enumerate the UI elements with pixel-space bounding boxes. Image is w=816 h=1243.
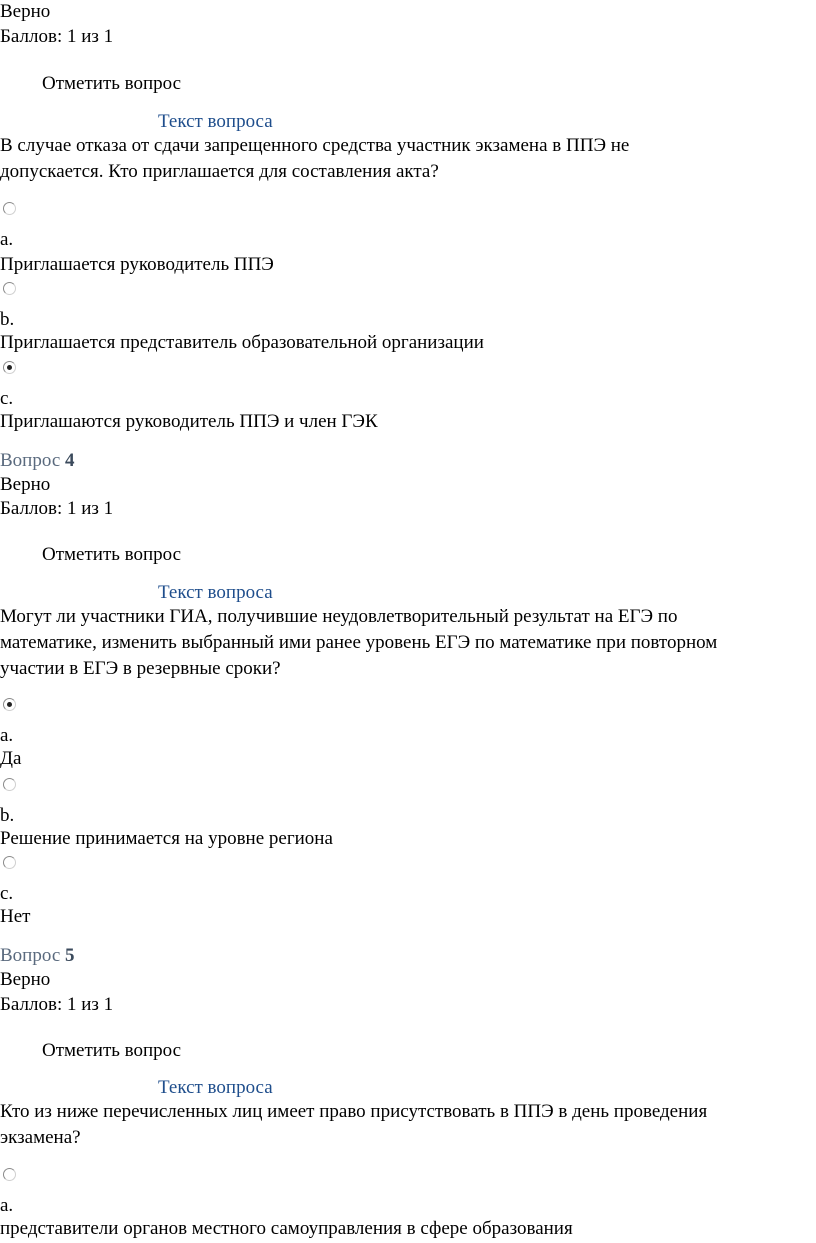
question-number-value: 4 xyxy=(65,450,75,471)
answer-radio-a[interactable] xyxy=(3,698,16,711)
question-text-heading: Текст вопроса xyxy=(158,1077,273,1098)
flag-question-link[interactable]: Отметить вопрос xyxy=(42,73,182,94)
question-number-value: 5 xyxy=(65,945,75,966)
question-number xyxy=(0,449,75,473)
answer-letter: c. xyxy=(0,883,14,904)
answer-letter: c. xyxy=(0,388,14,409)
answer-text: представители органов местного самоуправления в сфере образования xyxy=(0,1218,573,1239)
question-number xyxy=(0,944,75,968)
answer-letter: a. xyxy=(0,725,14,746)
answer-text: Да xyxy=(0,748,22,769)
question-state: Верно xyxy=(0,969,51,990)
answer-letter: b. xyxy=(0,805,15,826)
answer-text: Приглашается руководитель ППЭ xyxy=(0,254,274,275)
question-grade: Баллов: 1 из 1 xyxy=(0,26,114,47)
flag-question-link[interactable]: Отметить вопрос xyxy=(42,544,182,565)
question-word: Вопрос xyxy=(0,945,61,966)
question-text-line: участии в ЕГЭ в резервные сроки? xyxy=(0,658,281,679)
question-state: Верно xyxy=(0,474,51,495)
answer-letter: a. xyxy=(0,1195,14,1216)
question-text-line: математике, изменить выбранный ими ранее уровень ЕГЭ по математике при повторном xyxy=(0,632,718,653)
answer-radio-b[interactable] xyxy=(3,778,16,791)
question-text-heading: Текст вопроса xyxy=(158,582,273,603)
answer-letter: a. xyxy=(0,229,14,250)
question-state: Верно xyxy=(0,1,51,22)
question-word: Вопрос xyxy=(0,450,61,471)
answer-text: Приглашается представитель образовательной организации xyxy=(0,332,484,353)
flag-question-link[interactable]: Отметить вопрос xyxy=(42,1040,182,1061)
question-text-line: экзамена? xyxy=(0,1127,81,1148)
question-text-line: В случае отказа от сдачи запрещенного средства участник экзамена в ППЭ не xyxy=(0,135,630,156)
question-text-line: допускается. Кто приглашается для составления акта? xyxy=(0,161,439,182)
answer-radio-a[interactable] xyxy=(3,1168,16,1181)
question-text xyxy=(0,604,800,682)
answer-radio-c[interactable] xyxy=(3,856,16,869)
question-text-heading: Текст вопроса xyxy=(158,111,273,132)
answer-radio-a[interactable] xyxy=(3,202,16,215)
answer-text: Решение принимается на уровне региона xyxy=(0,828,333,849)
question-grade: Баллов: 1 из 1 xyxy=(0,498,114,519)
question-text xyxy=(0,133,800,185)
answer-radio-c[interactable] xyxy=(3,361,16,374)
question-grade: Баллов: 1 из 1 xyxy=(0,994,114,1015)
answer-text: Приглашаются руководитель ППЭ и член ГЭК xyxy=(0,411,378,432)
answer-radio-b[interactable] xyxy=(3,282,16,295)
answer-letter: b. xyxy=(0,309,15,330)
answer-text: Нет xyxy=(0,906,31,927)
question-text-line: Кто из ниже перечисленных лиц имеет право присутствовать в ППЭ в день проведения xyxy=(0,1101,708,1122)
question-text-line: Могут ли участники ГИА, получившие неудовлетворительный результат на ЕГЭ по xyxy=(0,606,678,627)
question-text xyxy=(0,1099,800,1151)
